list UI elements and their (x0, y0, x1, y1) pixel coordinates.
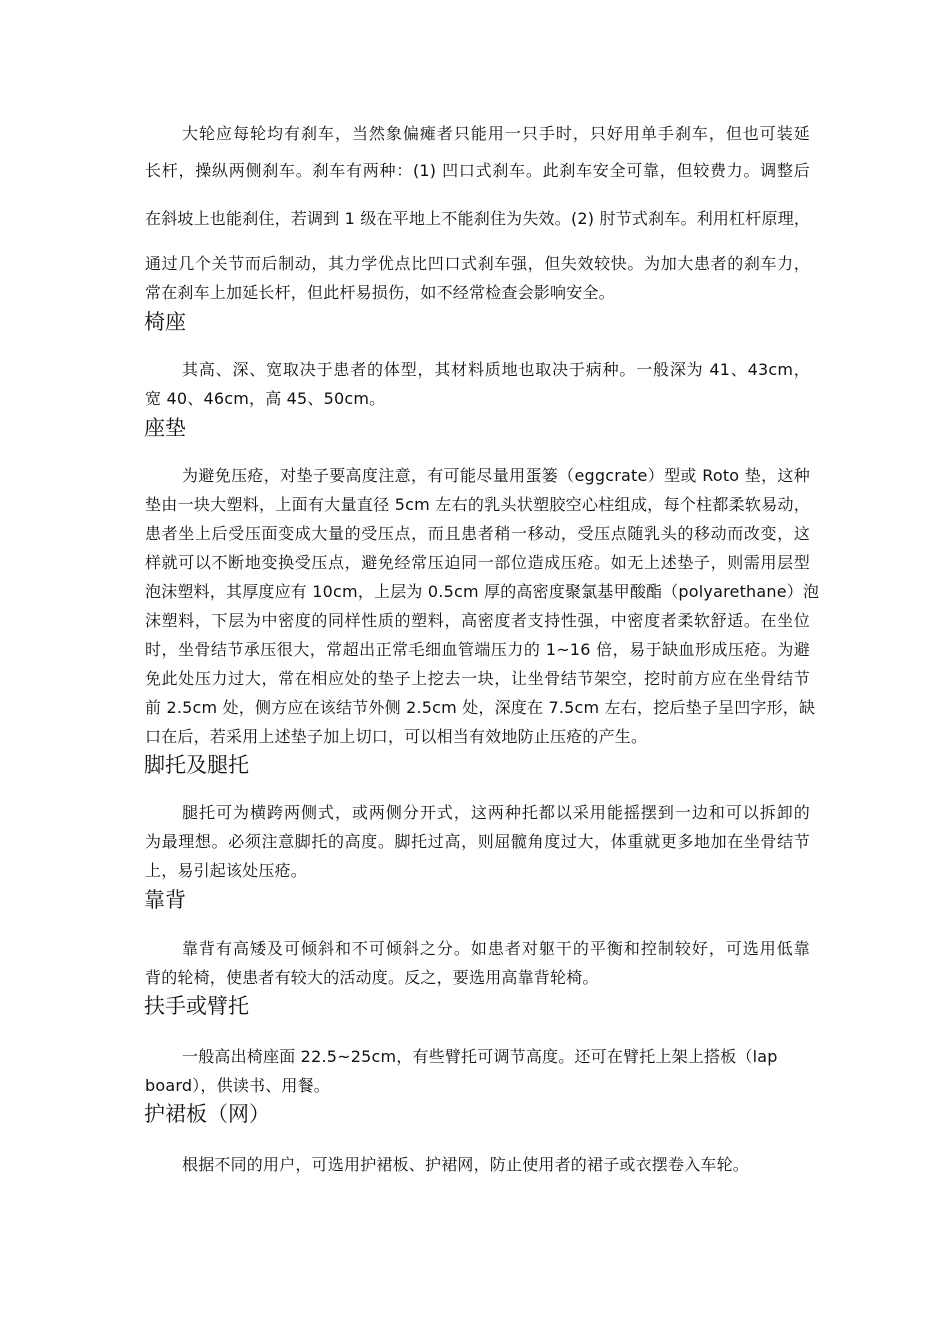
paragraph-line: 长杆，操纵两侧刹车。刹车有两种：(1) 凹口式刹车。此刹车安全可靠，但较费力。调整后 (145, 161, 810, 180)
paragraph-line: 宽 40、46cm，高 45、50cm。 (145, 389, 386, 408)
paragraph-line: 其高、深、宽取决于患者的体型，其材料质地也取决于病种。一般深为 41、43cm， (182, 360, 810, 379)
paragraph-line: 靠背有高矮及可倾斜和不可倾斜之分。如患者对躯干的平衡和控制较好，可选用低靠 (182, 939, 810, 958)
paragraph-line: 为避免压疮，对垫子要高度注意，有可能尽量用蛋篓（eggcrate）型或 Roto 垫，这种 (182, 466, 810, 485)
paragraph-line: 背的轮椅，使患者有较大的活动度。反之，要选用高靠背轮椅。 (145, 968, 599, 987)
paragraph-line: 泡沫塑料，其厚度应有 10cm，上层为 0.5cm 厚的高密度聚氯基甲酸酯（polyarethane）泡 (145, 582, 820, 601)
paragraph-line: 上，易引起该处压疮。 (145, 861, 308, 880)
paragraph-line: 垫由一块大塑料，上面有大量直径 5cm 左右的乳头状塑胶空心柱组成，每个柱都柔软易动， (145, 495, 810, 514)
section-heading: 扶手或臂托 (144, 994, 249, 1018)
section-heading: 椅座 (144, 310, 186, 334)
paragraph-line: 腿托可为横跨两侧式，或两侧分开式，这两种托都以采用能摇摆到一边和可以拆卸的 (182, 803, 810, 822)
section-heading: 座垫 (144, 416, 186, 440)
paragraph-line: 根据不同的用户，可选用护裙板、护裙网，防止使用者的裙子或衣摆卷入车轮。 (182, 1155, 750, 1174)
paragraph-line: 大轮应每轮均有刹车，当然象偏瘫者只能用一只手时，只好用单手刹车，但也可装延 (182, 124, 810, 143)
paragraph-line: 患者坐上后受压面变成大量的受压点，而且患者稍一移动，受压点随乳头的移动而改变，这 (145, 524, 810, 543)
paragraph-line: 沫塑料，下层为中密度的同样性质的塑料，高密度者支持性强，中密度者柔软舒适。在坐位 (145, 611, 810, 630)
paragraph-line: board），供读书、用餐。 (145, 1076, 331, 1095)
section-heading: 靠背 (144, 888, 186, 912)
paragraph-line: 免此处压力过大，常在相应处的垫子上挖去一块，让坐骨结节架空，挖时前方应在坐骨结节 (145, 669, 810, 688)
paragraph-line: 样就可以不断地变换受压点，避免经常压迫同一部位造成压疮。如无上述垫子，则需用层型 (145, 553, 810, 572)
section-heading: 脚托及腿托 (144, 753, 249, 777)
paragraph-line: 口在后，若采用上述垫子加上切口，可以相当有效地防止压疮的产生。 (145, 727, 648, 746)
paragraph-line: 常在刹车上加延长杆，但此杆易损伤，如不经常检查会影响安全。 (145, 283, 615, 302)
paragraph-line: 在斜坡上也能刹住，若调到 1 级在平地上不能刹住为失效。(2) 肘节式刹车。利用杠杆原理， (145, 209, 811, 228)
paragraph-line: 前 2.5cm 处，侧方应在该结节外侧 2.5cm 处，深度在 7.5cm 左右，挖后垫子呈凹字形，缺 (145, 698, 816, 717)
paragraph-line: 一般高出椅座面 22.5~25cm，有些臂托可调节高度。还可在臂托上架上搭板（lap (182, 1047, 778, 1066)
paragraph-line: 通过几个关节而后制动，其力学优点比凹口式刹车强，但失效较快。为加大患者的刹车力， (145, 254, 810, 273)
paragraph-line: 为最理想。必须注意脚托的高度。脚托过高，则屈髋角度过大，体重就更多地加在坐骨结节 (145, 832, 810, 851)
paragraph-line: 时，坐骨结节承压很大，常超出正常毛细血管端压力的 1~16 倍，易于缺血形成压疮。为避 (145, 640, 810, 659)
section-heading: 护裙板（网） (144, 1102, 270, 1126)
